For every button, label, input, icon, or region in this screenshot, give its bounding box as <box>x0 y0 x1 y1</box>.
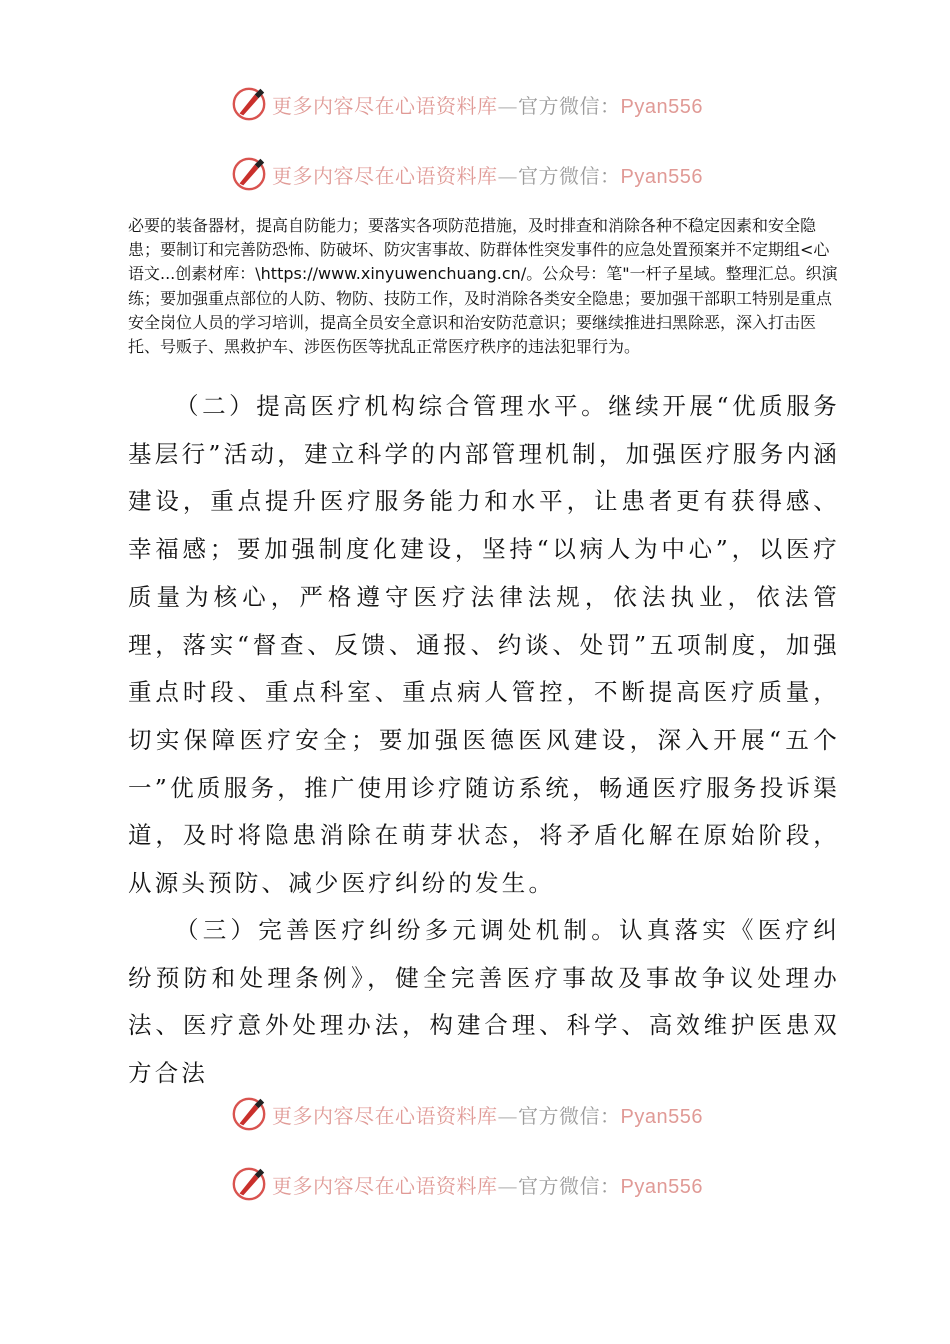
pen-logo-icon <box>230 85 268 123</box>
watermark-id-text: Pyan556 <box>620 1105 703 1128</box>
watermark-main-text: 更多内容尽在心语资料库 <box>272 1173 498 1198</box>
watermark-dash: — <box>497 93 518 118</box>
watermark-dash: — <box>497 1103 518 1128</box>
watermark-banner-top-1 <box>230 84 790 124</box>
watermark-banner-bottom-2 <box>230 1164 790 1204</box>
intro-paragraph: 必要的装备器材，提高自防能力；要落实各项防范措施，及时排查和消除各种不稳定因素和安全隐患；要制订和完善防恐怖、防破坏、防灾害事故、防群体性突发事件的应急处置预案并不定期组<心语文...创素材库：\https://www.xinyuwenchuang.cn/。公众号：笔"一杆子星域。整理汇总。织演练；要加强重点部位的人防、物防、技防工作，及时消除各类安全隐患；要加强干部职工特别是重点安全岗位人员的学习培训，提高全员安全意识和治安防范意识；要继续推进扫黑除恶，深入打击医托、号贩子、黑救护车、涉医伤医等扰乱正常医疗秩序的违法犯罪行为。 <box>128 216 838 357</box>
watermark-main-text: 更多内容尽在心语资料库 <box>272 93 498 118</box>
section-two-paragraph: （二）提高医疗机构综合管理水平。继续开展“优质服务基层行”活动，建立科学的内部管理机制，加强医疗服务内涵建设，重点提升医疗服务能力和水平，让患者更有获得感、幸福感；要加强制度化建设，坚持“以病人为中心”，以医疗质量为核心，严格遵守医疗法律法规，依法执业，依法管理，落实“督查、反馈、通报、约谈、处罚”五项制度，加强重点时段、重点科室、重点病人管控，不断提高医疗质量，切实保障医疗安全；要加强医德医风建设，深入开展“五个一”优质服务，推广使用诊疗随访系统，畅通医疗服务投诉渠道，及时将隐患消除在萌芽状态，将矛盾化解在原始阶段，从源头预防、减少医疗纠纷的发生。 <box>128 392 840 898</box>
watermark-main-text: 更多内容尽在心语资料库 <box>272 1103 498 1128</box>
watermark-sub-text: 官方微信： <box>518 163 621 188</box>
pen-logo-icon <box>230 155 268 193</box>
watermark-id-text: Pyan556 <box>620 165 703 188</box>
pen-logo-icon <box>230 1165 268 1203</box>
watermark-sub-text: 官方微信： <box>518 1103 621 1128</box>
watermark-banner-bottom-1 <box>230 1094 790 1134</box>
watermark-sub-text: 官方微信： <box>518 93 621 118</box>
watermark-banner-top-2 <box>230 154 790 194</box>
section-three-paragraph: （三）完善医疗纠纷多元调处机制。认真落实《医疗纠纷预防和处理条例》，健全完善医疗事故及事故争议处理办法、医疗意外处理办法，构建合理、科学、高效维护医患双方合法 <box>128 916 840 1088</box>
watermark-sub-text: 官方微信： <box>518 1173 621 1198</box>
pen-logo-icon <box>230 1095 268 1133</box>
watermark-id-text: Pyan556 <box>620 95 703 118</box>
watermark-dash: — <box>497 1173 518 1198</box>
watermark-main-text: 更多内容尽在心语资料库 <box>272 163 498 188</box>
watermark-id-text: Pyan556 <box>620 1175 703 1198</box>
watermark-dash: — <box>497 163 518 188</box>
